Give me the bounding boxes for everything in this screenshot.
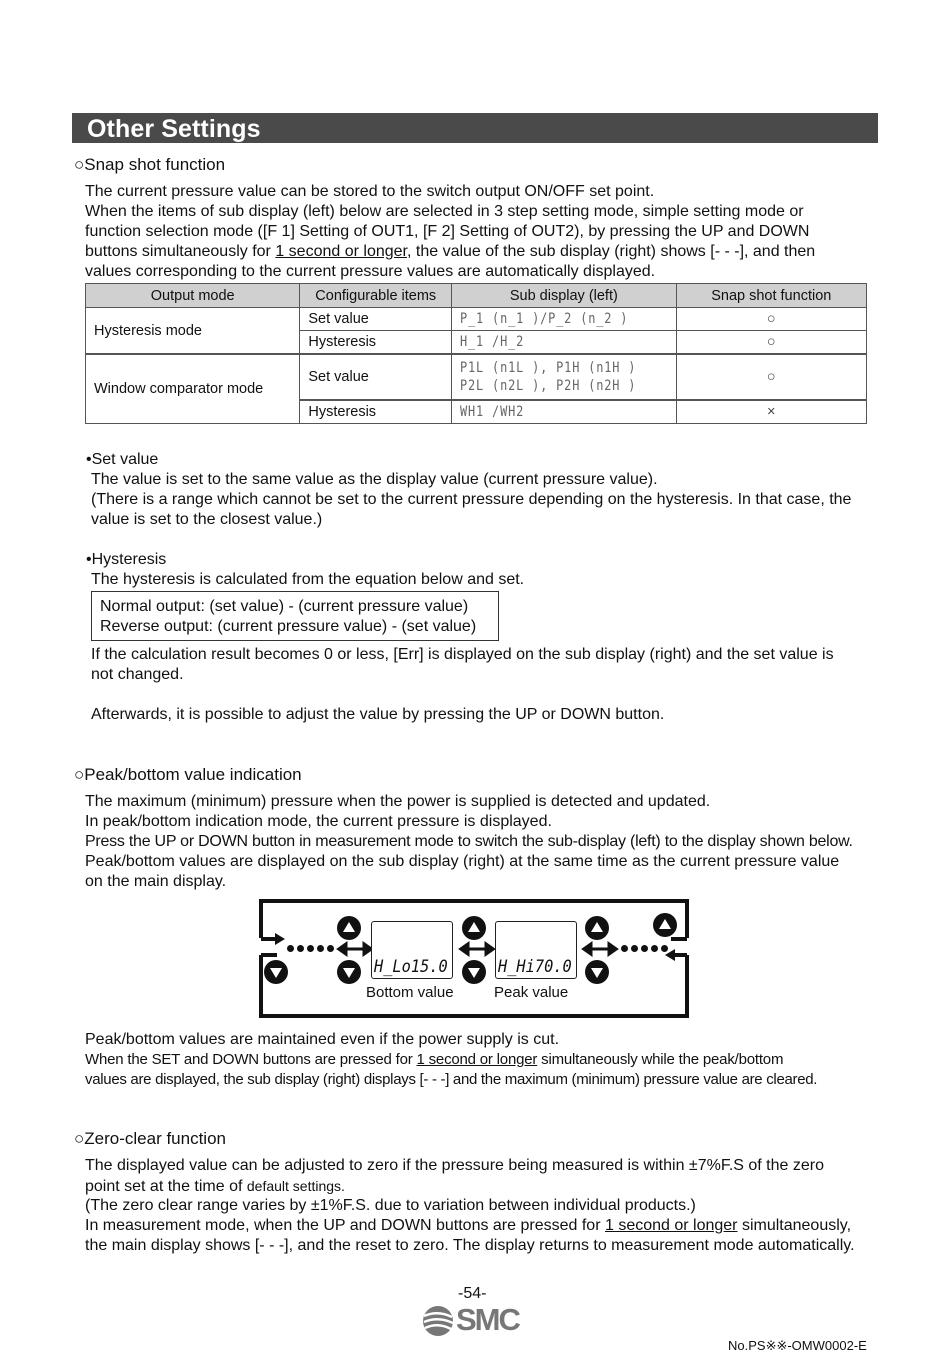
continuation-dots-left [287, 945, 334, 952]
peak-value-caption: Peak value [494, 984, 569, 1001]
segment-display-text: P1L (n1L ), P1H (n1H ) [460, 360, 637, 376]
hysteresis-line: The hysteresis is calculated from the equation below and set. [91, 571, 525, 588]
snapshot-intro-1: The current pressure value can be stored to the switch output ON/OFF set point. [85, 183, 655, 200]
zero-line-3: (The zero clear range varies by ±1%F.S. due to variation between individual products.) [85, 1197, 696, 1214]
text-span: buttons simultaneously for [85, 243, 276, 260]
peak-line-4: Peak/bottom values are displayed on the sub display (right) at the same time as the current pressure value [85, 853, 840, 870]
down-button-icon [264, 960, 288, 984]
cell-display [452, 308, 676, 331]
section-title-bar [72, 113, 878, 143]
cell-snapshot: ○ [676, 308, 866, 331]
afterwards-line: Afterwards, it is possible to adjust the value by pressing the UP or DOWN button. [91, 706, 665, 723]
cell-item: Hysteresis [300, 331, 452, 355]
up-button-icon [462, 916, 486, 940]
text-span: In measurement mode, when the UP and DOWN buttons are pressed for [85, 1217, 605, 1234]
table-header-row [86, 284, 867, 308]
up-button-icon [337, 916, 361, 940]
zero-line-1: The displayed value can be adjusted to zero if the pressure being measured is within ±7%F.S of the zero [85, 1157, 824, 1174]
lcd-label: H_Lo [374, 957, 411, 977]
up-button-icon [585, 916, 609, 940]
smc-logo-text: SMC [456, 1302, 519, 1337]
cell-output-mode: Hysteresis mode [86, 308, 300, 355]
col-header-output-mode: Output mode [86, 284, 300, 308]
down-button-icon [337, 960, 361, 984]
page-title: Other Settings [87, 115, 261, 143]
underlined-duration: 1 second or longer [275, 243, 407, 260]
peak-line-2: In peak/bottom indication mode, the current pressure is displayed. [85, 813, 552, 830]
segment-display-text: WH1 /WH2 [460, 404, 525, 420]
text-span: , the value of the sub display (right) shows [- - -], and then [406, 243, 816, 260]
hysteresis-heading: •Hysteresis [86, 551, 167, 568]
document-number: No.PS※※-OMW0002-E [728, 1338, 867, 1353]
text-span: simultaneously, [737, 1217, 852, 1234]
col-header-snapshot: Snap shot function [676, 284, 866, 308]
err-line-2: not changed. [91, 666, 184, 683]
zero-line-5: the main display shows [- - -], and the reset to zero. The display returns to measurement mode automatically. [85, 1237, 855, 1254]
peak-line-5: on the main display. [85, 873, 227, 890]
underlined-duration: 1 second or longer [416, 1051, 538, 1068]
cell-display [452, 331, 676, 355]
formula-normal: Normal output: (set value) - (current pressure value) [100, 598, 469, 615]
cell-snapshot: ○ [676, 331, 866, 355]
peak-maintained-line: Peak/bottom values are maintained even if the power supply is cut. [85, 1031, 560, 1048]
down-button-icon [585, 960, 609, 984]
up-button-icon [653, 913, 677, 937]
smc-logo-mark-icon [422, 1305, 458, 1337]
peak-line-1: The maximum (minimum) pressure when the power is supplied is detected and updated. [85, 793, 711, 810]
snapshot-heading: ○Snap shot function [74, 155, 226, 174]
cell-snapshot: × [676, 400, 866, 424]
cell-output-mode: Window comparator mode [86, 354, 300, 424]
text-span: default settings. [246, 1178, 345, 1194]
err-line-1: If the calculation result becomes 0 or less, [Err] is displayed on the sub display (right) and the set value is [91, 646, 834, 663]
lcd-peak-value [495, 921, 577, 979]
col-header-sub-display: Sub display (left) [452, 284, 676, 308]
cell-display [452, 354, 676, 400]
cell-item: Hysteresis [300, 400, 452, 424]
snapshot-intro-3: function selection mode ([F 1] Setting of OUT1, [F 2] Setting of OUT2), by pressing the UP and DOWN [85, 223, 810, 240]
peak-heading: ○Peak/bottom value indication [74, 765, 302, 784]
text-span: point set at the time of [85, 1178, 247, 1195]
lcd-value: 70.0 [534, 957, 572, 977]
zero-line-2 [85, 1176, 345, 1197]
lcd-bottom-value [371, 921, 453, 979]
table-row [86, 308, 867, 331]
snapshot-intro-2: When the items of sub display (left) below are selected in 3 step setting mode, simple setting mode or [85, 203, 804, 220]
segment-display-text: P_1 (n_1 )/P_2 (n_2 ) [460, 311, 629, 327]
underlined-duration: 1 second or longer [604, 1217, 738, 1234]
zero-heading: ○Zero-clear function [74, 1129, 226, 1148]
continuation-dots-right [621, 945, 668, 952]
snapshot-intro-5: values corresponding to the current pressure values are automatically displayed. [85, 263, 656, 280]
col-header-configurable-items: Configurable items [300, 284, 452, 308]
cell-display [452, 400, 676, 424]
smc-logo [422, 1303, 532, 1339]
set-value-heading: •Set value [86, 451, 159, 468]
set-value-line-2: (There is a range which cannot be set to the current pressure depending on the hysteresis. In that case, the [91, 491, 852, 508]
segment-display-text: H_1 /H_2 [460, 334, 525, 350]
segment-display-text: P2L (n2L ), P2H (n2H ) [460, 378, 637, 394]
zero-line-4 [85, 1216, 851, 1236]
peak-clear-line-1 [85, 1050, 783, 1070]
set-value-line-3: value is set to the closest value.) [91, 511, 323, 528]
lcd-value: 15.0 [410, 957, 448, 977]
down-button-icon [462, 960, 486, 984]
peak-bottom-diagram [259, 899, 689, 1018]
bottom-value-caption: Bottom value [366, 984, 454, 1001]
formula-box [91, 591, 499, 641]
cell-item: Set value [300, 354, 452, 400]
lcd-label: H_Hi [498, 957, 535, 977]
set-value-line-1: The value is set to the same value as the display value (current pressure value). [91, 471, 658, 488]
cell-snapshot: ○ [676, 354, 866, 400]
peak-clear-line-2: values are displayed, the sub display (right) displays [- - -] and the maximum (minimum) pressure value are cleared. [85, 1071, 818, 1088]
snapshot-intro-4 [85, 242, 815, 262]
formula-reverse: Reverse output: (current pressure value) - (set value) [100, 618, 477, 635]
cell-item: Set value [300, 308, 452, 331]
snapshot-table [85, 283, 867, 424]
table-row [86, 354, 867, 400]
text-span: When the SET and DOWN buttons are pressed for [85, 1051, 417, 1068]
peak-line-3: Press the UP or DOWN button in measurement mode to switch the sub-display (left) to the display shown below. [85, 833, 853, 850]
text-span: simultaneously while the peak/bottom [537, 1051, 784, 1068]
page-number: -54- [458, 1285, 487, 1302]
